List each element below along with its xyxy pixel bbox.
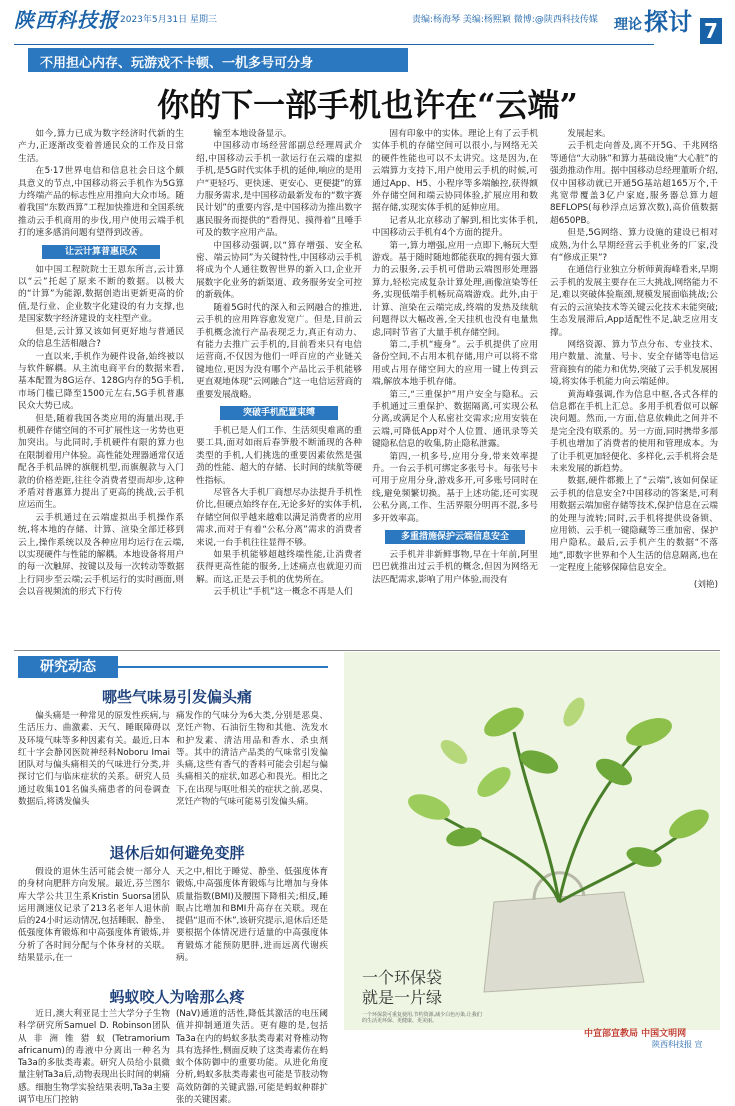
ad-small-print: 一个环保袋可重复使用,节约资源,减少白色污染,让我们的生活更环保、更健康、更美丽。 (362, 1012, 482, 1024)
subhead: 让云计算普惠民众 (42, 245, 160, 259)
ad-sponsor-primary: 中宣部宣教局 中国文明网 (584, 1029, 687, 1039)
paragraph: 云手机并非新鲜事物,早在十年前,阿里巴巴就推出过云手机的概念,但因为网络无法匹配需求,影响了用户体验,而没有 (372, 550, 538, 585)
exercise-column-2 (176, 866, 328, 980)
research-title-ants: 蚂蚁咬人为啥那么疼 (109, 988, 245, 1006)
research-title-migraine: 哪些气味易引发偏头痛 (101, 688, 252, 706)
paragraph: 如中国工程院院士王恩东所言,云计算以“云”托起了原来不断的数据。以极大的“计算”为能源,数据创造出更新更高的价值,是行业、企业数字化建设的有力支撑,也是国家数字经济建设的支柱型产业。 (18, 264, 184, 325)
issue-date: 2023年5月31日 星期三 (120, 15, 217, 25)
paragraph: 近日,澳大利亚昆士兰大学分子生物科学研究所Samuel D. Robinson团队从非洲锥猎蚁(Tetramorium africanum)的毒液中分离出一种名为Ta3a的多肽类毒素。研究人员给小鼠微量注射Ta3a后,动物表现出长时间的刺痛感。细胞生物学实验结果表明,Ta3a主要调节电压门控钠 (18, 1009, 170, 1106)
paragraph: 尽管各大手机厂商想尽办法提升手机性价比,但硬点始终存在,无论多好的实体手机,存储空间似乎越来越难以满足消费者的应用需求,而对于有着“公私分离”需求的消费者来说,一台手机往往显得不够。 (196, 487, 362, 548)
byline: (刘艳) (693, 579, 718, 590)
section-tag-rule (118, 666, 328, 668)
paragraph: 记者从北京移动了解到,相比实体手机,中国移动云手机有4个方面的提升。 (372, 215, 538, 239)
paragraph: 第一,算力增强,应用一点即下,畅玩大型游戏。基于随时随地都能获取的拥有强大算力的云服务,云手机可借助云端图形处理器算力,轻松完成复杂计算处理,画像渲染等任务,实现低端手机畅玩高端游戏。此外,由于计算、渲染在云端完成,终端的发热及续航问题得以大幅改善,全天挂机也没有电量焦虑,同时节省了大量手机存储空间。 (372, 240, 538, 338)
ants-column-1 (18, 1008, 170, 1106)
paragraph: 偏头痛是一种常见的原发性疾病,与生活压力、曲激素、天气、睡眠障碍以及环境气味等多种因素有关。最近,日本红十字会静冈医院神经科Noboru Imai团队对与偏头痛相关的气味进行分类,并探讨它们与临床症状的关系。研究人员通过收集101名偏头痛患者的问卷调查数据后,将诱发偏头 (18, 711, 170, 808)
section-divider (14, 650, 720, 651)
paragraph: 数据,硬件都搬上了“云端”,该如何保证云手机的信息安全?中国移动的答案是,可利用数据云端加密存储等技术,保护信息在云端的处理与流转;同时,云手机将提供设备锁、应用锁、云手机一键隐藏等三重加密、保护用户隐私。最后,云手机产生的数据“不落地”,即数字世界和个人生活的信息隔离,也在一定程度上能够保障信息安全。 (550, 476, 718, 574)
paragraph: (NaV)通道的活性,降低其激活的电压阈值并抑制通道失活。更有趣的是,包括Ta3a在内的蚂蚁多肽类毒素对脊椎动物具有选择性,侧面反映了这类毒素仿在蚂蚁个体防御中的重要功能。从进化角度分析,蚂蚁多肽类毒素也可能是节肢动物高效防御的关键武器,可能是蚂蚁种群扩张的关键因素。 (176, 1009, 328, 1106)
ad-sponsor-secondary: 陕西科技报 宣 (652, 1040, 703, 1049)
paragraph: 云手机走向普及,离不开5G、千兆网络等通信“大动脉”和算力基础设施“大心脏”的强劲推动作用。据中国移动总经理董昕介绍,仅中国移动就已开通5G基站超165万个,千兆宽带覆盖3亿户家庭,服务器总算力超8EFLOPS(每秒浮点运算次数),高价值数据超650PB。 (550, 141, 718, 226)
article-column-1 (18, 128, 184, 648)
paragraph: 天之中,相比于睡觉、静坐、低强度体育锻炼,中高强度体育锻炼与比增加与身体质量指数(BMI)及腰围下降相关;相反,睡眠占比增加和BMI升高存在关联。现在提倡“退而不休”,该研究提示,退休后还是要根据个体情况进行适量的中高强度体育锻炼才能预防肥胖,进而远离代谢疾病。 (176, 867, 328, 964)
ad-slogan-line-2: 就是一片绿 (362, 988, 443, 1007)
paragraph: 第二,手机“瘦身”。云手机提供了应用备份空间,不占用本机存储,用户可以将不常用或占用存储空间大的应用一键上传到云端,解放本地手机存储。 (372, 339, 538, 388)
migraine-column-1 (18, 710, 170, 836)
paragraph: 痛发作的气味分为6大类,分别是恶臭、烹饪产物、石油衍生物和其他、洗发水和护发素、清洁用品和香水、杀虫剂等。其中的清洁产品类的气味常引发偏头痛,这些有香气的香料可能会引起与偏头痛相关的症状,如恶心和畏光。相比之下,在出现与呕吐相关的症状之前,恶臭、烹饪产物的气味可能易引发偏头痛。 (176, 711, 328, 808)
page-number: 7 (700, 18, 722, 44)
kicker: 不用担心内存、玩游戏不卡顿、一机多号可分身 (40, 56, 314, 71)
article-column-2 (196, 128, 362, 648)
newspaper-title: 陕西科技报 (14, 8, 119, 32)
paragraph: 如今,算力已成为数字经济时代新的生产力,正逐渐改变着普通民众的工作及日常生活。 (18, 129, 184, 164)
section-label-small: 理论 (614, 17, 642, 33)
subhead: 突破手机配置束缚 (220, 406, 338, 420)
paragraph: 网络资源、算力节点分布、专业技术、用户数量、流量、号卡、安全存储等电信运营商独有的能力和优势,突破了云手机发展困境,将实体手机能力向云端延伸。 (550, 339, 718, 388)
paragraph: 假设的退休生活可能会使一部分人的身材向肥胖方向发展。最近,芬兰图尔库大学公共卫生系Kristin Suorsa团队运用测速仪记录了213名老年人退休前后的24小时运动情况,包括睡眠、静坐、低强度体育锻炼和中高强度体育锻炼,并分析了各时间分配与个体身材的关联。结果显示,在一 (18, 867, 170, 964)
paragraph: 发展起来。 (567, 129, 611, 139)
paragraph: 但是,5G网络、算力设施的建设已相对成熟,为什么早期经营云手机业务的厂家,没有“修成正果”? (550, 228, 718, 264)
research-title-exercise: 退休后如何避免变胖 (109, 844, 245, 862)
exercise-column-1 (18, 866, 170, 980)
ad-slogan-line-1: 一个环保袋 (362, 968, 443, 987)
subhead: 多重措施保护云端信息安全 (385, 530, 525, 544)
paragraph: 输至本地设备显示。 (213, 129, 292, 139)
paragraph: 但是,随着我国各类应用的海量出现,手机硬件存储空间的不可扩展性这一劣势也更加突出。与此同时,手机硬件有限的算力也在限制着用户体验。高性能处理器通常仅适配各手机品牌的旗舰机型,而旗舰款与入门款的价格差距,往往令消费者望而却步,这种矛盾对普惠算力提出了更高的挑战,云手机应运而生。 (18, 413, 184, 511)
paragraph: 随着5G时代的深入和云网融合的推进,云手机的应用阵容愈发宽广。但是,目前云手机概念流行产品表现乏力,真正有动力、有能力去推广云手机的,目前看来只有电信运营商,不仅因为他们一呼百应的产业链关键地位,更因为没有哪个产品比云手机能够更直观地体现“云网融合”这一电信运营商的重要发展战略。 (196, 302, 362, 400)
headline: 你的下一部手机也许在“云端” (157, 86, 578, 124)
editors-credit: 责编:杨海琴 美编:杨熙颖 微博:@陕西科技传媒 (412, 15, 598, 25)
paragraph: 云手机让“手机”这一概念不再是人们 (213, 587, 353, 598)
paragraph: 黄海峰强调,作为信息中枢,各式各样的信息都在手机上汇总。多用手机看似可以解决问题。然而,一方面,信息依赖此之间并不是完全没有联系的。另一方面,同时携带多部手机也增加了消费者的使用和管理成本。为了让手机更加轻便化、多样化,云手机将会是未来发展的新趋势。 (550, 389, 718, 474)
section-tag-research: 研究动态 (18, 656, 118, 678)
paragraph: 一直以来,手机作为硬件设备,始终被以与软件解耦。从主流电商平台的数据来看,基本配置为8G运存、128G内存的5G手机,市场门槛已降至1500元左右,5G手机普惠民众大势已成。 (18, 351, 184, 412)
paragraph: 如果手机能够超越终端性能,让消费者获得更高性能的服务,上述痛点也就迎刃而解。而这,正是云手机的优势所在。 (196, 550, 362, 585)
paragraph: 第三,“三重保护”用户安全与隐私。云手机通过三重保护、数据隔离,可实现公私分离,或满足个人私密社交需求;应用安装在云端,可降低App对个人位置、通讯录等关键隐私信息的收集,防止隐私泄露。 (372, 389, 538, 450)
masthead-rule (14, 44, 654, 45)
paragraph: 云手机通过在云端虚拟出手机操作系统,将本地的存储、计算、渲染全部迁移到云上,操作系统以及各种应用均运行在云端,以实现硬件与性能的解耦。本地设备将用户的每一次触屏、按键以及每一次转动等数据上行同步至云端;云手机运行的实时画面,则会以音视频流的形式下行传 (18, 512, 184, 598)
paragraph: 中国移动市场经营部副总经理周武介绍,中国移动云手机一款运行在云端的虚拟手机,是5G时代实体手机的延伸,响应的是用户“更轻巧、更快速、更安心、更便捷”的算力服务需求,是中国移动最新发布的“数字赛民计划”的重要内容,是中国移动为推出数字惠民服务而提供的“看得见、摸得着”且唾手可及的数字应用产品。 (196, 141, 362, 239)
article-column-4 (550, 128, 718, 648)
section-label-large: 探讨 (644, 7, 692, 36)
ad-slogan (362, 968, 442, 1008)
paragraph: 手机已是人们工作、生活须臾难离的重要工具,面对如雨后春笋般不断涌现的各种类型的手机,人们挑选的重要因素依然是强劲的性能、超大的存储、长时间的续航等硬性指标。 (196, 425, 362, 486)
paragraph: 中国移动强调,以“算存增强、安全私密、端云协同”为关键特性,中国移动云手机将成为个人通往数智世界的新入口,企业开展数字化业务的新渠道、政务服务安全可控的新载体。 (196, 240, 362, 301)
ants-column-2 (176, 1008, 328, 1106)
paragraph: 在5·17世界电信和信息社会日这个颇具意义的节点,中国移动将云手机作为5G算力终端产品的标志性应用推向大众市场。随着我国“东数西算”工程加快推进和全国系统推动云手机商用的步伐,用户使用云端手机打的速多感消问题有望得到改善。 (18, 166, 184, 239)
paragraph: 在通信行业独立分析师黄海峰看来,早期云手机的发展主要存在三大挑战,网络能力不足,难以突破体验瓶颈,规模发展面临挑战;公有云的云渲染技术等关键云化技术未能突破;生态发展滞后,App适配性不足,缺乏应用支撑。 (550, 265, 718, 338)
migraine-column-2 (176, 710, 328, 836)
article-column-3 (372, 128, 538, 648)
paragraph: 第四,一机多号,应用分身,带来效率提升。一台云手机可绑定多张号卡。每张号卡可用于应用分身,游戏多开,可多账号同时在线,避免频繁切换。基于上述功能,还可实现公私分离,工作、生活界限分明再不混,多号多开效率高。 (372, 451, 538, 524)
paragraph: 固有印象中的实体。理论上有了云手机实体手机的存储空间可以很小,与网络无关的硬件性能也可以不太讲究。这是因为,在云端算力支持下,用户使用云手机的时候,可通过App、H5、小程序等多端触控,获得额外存储空间和端云协同体验,扩展应用和数据存储,实现实体手机的延伸应用。 (372, 129, 538, 214)
paragraph: 但是,云计算又该如何更好地与普通民众的信息生活相融合? (18, 326, 184, 350)
